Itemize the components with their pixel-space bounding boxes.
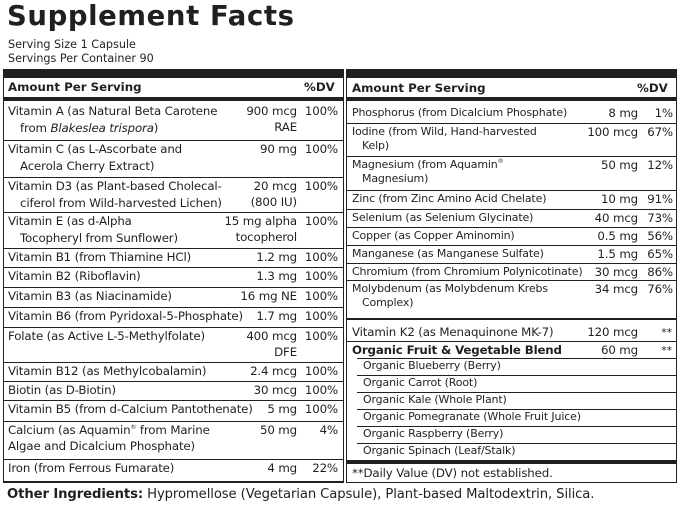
nutrient-name: Molybdenum (as Molybdenum Krebs <box>352 282 548 295</box>
nutrient-name: Iron (from Ferrous Fumarate) <box>8 461 175 475</box>
nutrient-amount: 50 mg <box>601 158 638 172</box>
nutrient-name: Vitamin B3 (as Niacinamide) <box>8 289 172 303</box>
nutrient-name-part: from Marine <box>136 423 210 437</box>
nutrient-name <box>352 158 504 172</box>
nutrient-dv: 100% <box>304 250 338 264</box>
k2-amount: 120 mcg <box>587 325 638 339</box>
nutrient-name: Vitamin C (as L-Ascorbate and <box>8 142 182 156</box>
nutrient-name: Tocopheryl from Sunflower) <box>20 231 178 245</box>
blend-item: Organic Pomegranate (Whole Fruit Juice) <box>363 410 581 423</box>
nutrient-name: Phosphorus (from Dicalcium Phosphate) <box>352 106 568 119</box>
nutrient-dv: 91% <box>647 192 673 206</box>
nutrient-amount: 15 mg alpha <box>224 214 297 228</box>
nutrient-dv: 65% <box>647 247 673 261</box>
nutrient-dv: 22% <box>312 461 338 475</box>
nutrient-name: Copper (as Copper Aminomin) <box>352 229 515 242</box>
nutrient-name: Selenium (as Selenium Glycinate) <box>352 211 534 224</box>
nutrient-name: Vitamin B12 (as Methylcobalamin) <box>8 364 207 378</box>
nutrient-name: Kelp) <box>362 139 390 152</box>
right-top-bar <box>347 70 676 78</box>
nutrient-name: ciferol from Wild-harvested Lichen) <box>20 196 222 210</box>
nutrient-name: Vitamin B2 (Riboflavin) <box>8 269 141 283</box>
blend-name: Organic Fruit & Vegetable Blend <box>352 343 562 357</box>
nutrient-dv: 4% <box>319 423 338 437</box>
nutrient-name: Acerola Cherry Extract) <box>20 159 155 173</box>
left-bottom-rule <box>4 481 343 482</box>
nutrient-dv: 100% <box>304 179 338 193</box>
nutrient-name-italic: Blakeslea trispora <box>50 121 154 135</box>
nutrient-dv: 100% <box>304 383 338 397</box>
nutrient-name: Zinc (from Zinc Amino Acid Chelate) <box>352 192 547 205</box>
nutrient-name-part: from <box>20 121 51 135</box>
nutrient-amount: 10 mg <box>601 192 638 206</box>
registered-mark: ® <box>130 424 137 431</box>
nutrient-amount: 400 mcg <box>246 329 297 343</box>
nutrient-amount: 0.5 mg <box>597 229 638 243</box>
serving-size: Serving Size 1 Capsule <box>8 38 136 51</box>
blend-amount: 60 mg <box>601 343 638 357</box>
right-header-dv: %DV <box>637 81 668 95</box>
nutrient-amount: 34 mcg <box>594 282 638 296</box>
nutrient-name: Vitamin D3 (as Plant-based Cholecal- <box>8 179 222 193</box>
right-header-bar <box>347 97 676 101</box>
nutrient-name: Vitamin E (as d-Alpha <box>8 214 132 228</box>
nutrient-name: Vitamin B5 (from d-Calcium Pantothenate) <box>8 402 253 416</box>
nutrient-dv: 56% <box>647 229 673 243</box>
servings-per-container: Servings Per Container 90 <box>8 52 154 65</box>
nutrient-dv: 1% <box>654 106 673 120</box>
nutrient-name-line2 <box>20 120 158 136</box>
k2-top-rule <box>347 318 676 320</box>
nutrient-name-part: ) <box>153 121 159 135</box>
nutrient-amount: 8 mg <box>608 106 638 120</box>
nutrient-amount: 16 mg NE <box>240 289 297 303</box>
nutrient-name-part: Calcium (as Aquamin <box>8 423 131 437</box>
blend-item: Organic Raspberry (Berry) <box>363 427 504 440</box>
nutrient-amount: 100 mcg <box>587 125 638 139</box>
nutrient-name <box>8 422 210 438</box>
blend-item: Organic Kale (Whole Plant) <box>363 393 507 406</box>
nutrient-amount: tocopherol <box>235 230 297 244</box>
nutrient-dv: 100% <box>304 142 338 156</box>
other-ingredients <box>7 487 594 502</box>
page-title: Supplement Facts <box>7 0 295 32</box>
nutrient-dv: 100% <box>304 269 338 283</box>
nutrient-dv: 100% <box>304 214 338 228</box>
nutrient-dv: 86% <box>647 265 673 279</box>
nutrient-name: Folate (as Active L-5-Methylfolate) <box>8 329 205 343</box>
nutrient-dv: 100% <box>304 329 338 343</box>
left-header-amount: Amount Per Serving <box>8 80 142 94</box>
other-ingredients-label: Other Ingredients: <box>7 487 144 502</box>
blend-dv: ** <box>661 344 672 357</box>
nutrient-dv: 12% <box>647 158 673 172</box>
nutrient-name: Complex) <box>362 296 414 309</box>
nutrient-amount: 2.4 mcg <box>250 364 297 378</box>
other-ingredients-text: Hypromellose (Vegetarian Capsule), Plant-based Maltodextrin, Silica. <box>143 487 595 502</box>
right-header-amount: Amount Per Serving <box>352 81 486 95</box>
nutrient-name: Chromium (from Chromium Polynicotinate) <box>352 265 583 278</box>
nutrient-name-line2: Magnesium) <box>362 172 429 185</box>
left-top-bar <box>4 70 343 78</box>
nutrient-name: Vitamin B1 (from Thiamine HCl) <box>8 250 192 264</box>
nutrient-amount: 20 mcg <box>253 179 297 193</box>
nutrient-amount: 4 mg <box>267 461 297 475</box>
nutrient-amount: (800 IU) <box>250 195 297 209</box>
nutrient-name-line2: Algae and Dicalcium Phosphate) <box>8 439 195 453</box>
nutrient-name: Manganese (as Manganese Sulfate) <box>352 247 544 260</box>
nutrient-amount: RAE <box>274 120 297 134</box>
nutrient-name: Biotin (as D-Biotin) <box>8 383 116 397</box>
nutrient-dv: 100% <box>304 309 338 323</box>
nutrient-name-part: Magnesium (from Aquamin <box>352 158 498 171</box>
nutrient-amount: 1.5 mg <box>597 247 638 261</box>
k2-name: Vitamin K2 (as Menaquinone MK-7) <box>352 325 554 339</box>
nutrient-amount: DFE <box>274 345 297 359</box>
nutrient-amount: 5 mg <box>267 402 297 416</box>
nutrient-amount: 50 mg <box>260 423 297 437</box>
nutrient-dv: 100% <box>304 364 338 378</box>
nutrient-amount: 1.7 mg <box>256 309 297 323</box>
right-bottom-bar <box>347 460 676 464</box>
nutrient-name: Vitamin B6 (from Pyridoxal-5-Phosphate) <box>8 309 243 323</box>
nutrient-amount: 900 mcg <box>246 104 297 118</box>
nutrient-amount: 40 mcg <box>594 211 638 225</box>
nutrient-amount: 30 mcg <box>594 265 638 279</box>
left-header-dv: %DV <box>304 80 335 94</box>
nutrient-name: Iodine (from Wild, Hand-harvested <box>352 125 537 138</box>
footnote: **Daily Value (DV) not established. <box>352 466 553 480</box>
nutrient-name: Vitamin A (as Natural Beta Carotene <box>8 104 218 118</box>
nutrient-dv: 76% <box>647 282 673 296</box>
registered-mark: ® <box>497 158 504 165</box>
nutrient-amount: 1.2 mg <box>256 250 297 264</box>
nutrient-amount: 30 mcg <box>253 383 297 397</box>
left-header-bar <box>4 97 343 101</box>
nutrient-amount: 90 mg <box>260 142 297 156</box>
nutrient-dv: 100% <box>304 289 338 303</box>
nutrient-dv: 67% <box>647 125 673 139</box>
nutrient-dv: 100% <box>304 104 338 118</box>
nutrient-amount: 1.3 mg <box>256 269 297 283</box>
blend-item: Organic Spinach (Leaf/Stalk) <box>363 444 516 457</box>
nutrient-dv: 73% <box>647 211 673 225</box>
blend-item: Organic Carrot (Root) <box>363 376 478 389</box>
nutrient-dv: 100% <box>304 402 338 416</box>
blend-item: Organic Blueberry (Berry) <box>363 359 501 372</box>
k2-dv: ** <box>661 326 672 339</box>
